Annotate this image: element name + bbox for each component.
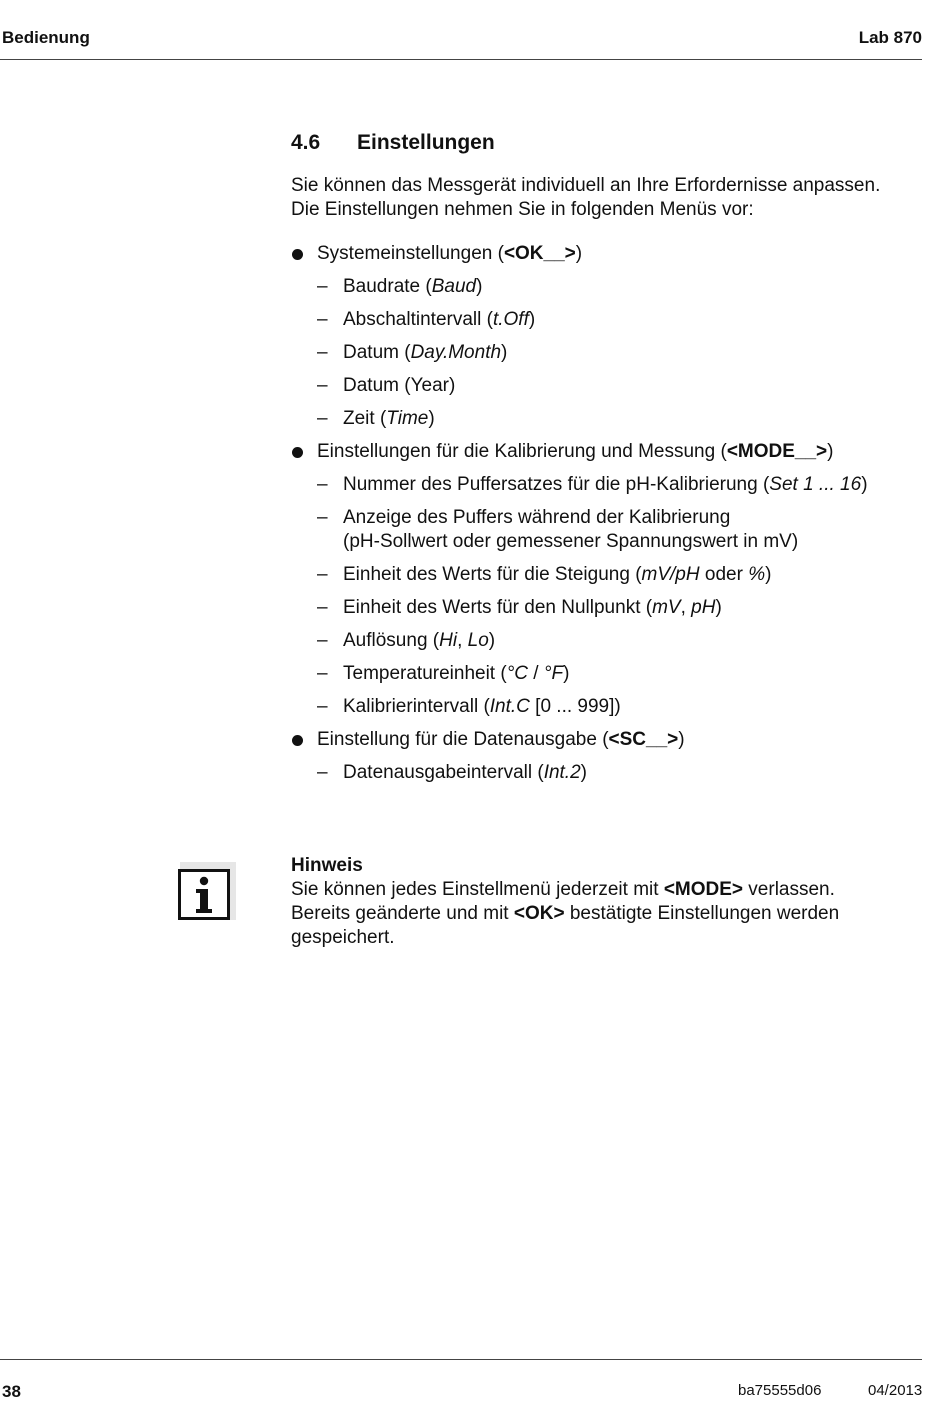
settings-item	[317, 563, 941, 587]
item-parameter: Int.2	[543, 762, 581, 783]
menu-key: <SC__>	[608, 729, 679, 750]
page-number: 38	[2, 1382, 21, 1401]
item-text: Kalibrierintervall (	[343, 696, 490, 717]
item-text: Einheit des Werts für die Steigung (	[343, 564, 642, 585]
item-parameter: %	[748, 564, 766, 585]
dash-marker: –	[317, 507, 328, 528]
settings-group	[291, 242, 941, 431]
item-parameter: °C	[506, 663, 529, 684]
item-text: Zeit (	[343, 408, 387, 429]
settings-item-text	[343, 563, 941, 587]
menu-key: <MODE__>	[726, 441, 828, 462]
info-icon	[178, 862, 236, 920]
settings-group-label	[317, 729, 685, 750]
item-text: )	[488, 630, 496, 651]
item-text: ,	[680, 597, 692, 618]
item-text: Datum (Year)	[343, 375, 456, 396]
group-label-text: Einstellungen für die Kalibrierung und Messung (	[317, 441, 727, 462]
menu-key: <OK__>	[503, 243, 576, 264]
item-parameter: Baud	[431, 276, 477, 297]
item-text: )	[563, 663, 570, 684]
settings-item	[317, 374, 941, 398]
item-text: )	[715, 597, 722, 618]
settings-item-text	[343, 341, 941, 365]
settings-group-label	[317, 243, 582, 264]
item-text: )	[861, 474, 868, 495]
dash-marker: –	[317, 630, 328, 651]
bullet-icon	[292, 249, 303, 260]
settings-group-label	[317, 441, 833, 462]
dash-marker: –	[317, 375, 328, 396]
item-text: )	[580, 762, 587, 783]
item-parameter: Lo	[467, 630, 489, 651]
dash-marker: –	[317, 309, 328, 330]
item-parameter: mV	[652, 597, 681, 618]
item-parameter: Int.C	[489, 696, 530, 717]
dash-marker: –	[317, 342, 328, 363]
settings-item-text	[343, 275, 941, 299]
document-date: 04/2013	[868, 1382, 923, 1399]
settings-item-text	[343, 473, 941, 497]
note-title: Hinweis	[291, 855, 363, 876]
dash-marker: –	[317, 696, 328, 717]
item-text: Baudrate (	[343, 276, 432, 297]
item-text: ,	[457, 630, 468, 651]
document-id: ba75555d06	[738, 1382, 822, 1399]
settings-item-text	[343, 506, 941, 530]
dash-marker: –	[317, 276, 328, 297]
intro-line: Die Einstellungen nehmen Sie in folgenden Menüs vor:	[291, 199, 754, 220]
item-text: Datum (	[343, 342, 411, 363]
note-text: Sie können jedes Einstellmenü jederzeit mit	[291, 879, 664, 900]
settings-item	[317, 407, 941, 431]
item-text: Einheit des Werts für den Nullpunkt (	[343, 597, 653, 618]
settings-item	[317, 275, 941, 299]
footer-rule	[0, 1359, 922, 1360]
group-label-text: Einstellung für die Datenausgabe (	[317, 729, 609, 750]
item-text: )	[765, 564, 772, 585]
dash-marker: –	[317, 597, 328, 618]
note-text: verlassen.	[743, 879, 835, 900]
group-label-text: )	[575, 243, 583, 264]
item-text: )	[476, 276, 483, 297]
settings-item	[317, 695, 941, 719]
group-label-text: )	[827, 441, 834, 462]
settings-sublist	[317, 473, 941, 719]
settings-menu-list	[291, 242, 941, 785]
item-parameter: Set 1 ... 16	[769, 474, 862, 495]
settings-item	[317, 308, 941, 332]
item-text: )	[528, 309, 536, 330]
item-text: Auflösung (	[343, 630, 440, 651]
item-text: Abschaltintervall (	[343, 309, 493, 330]
settings-item	[317, 341, 941, 365]
item-parameter: mV/pH	[641, 564, 700, 585]
item-text: Temperatureinheit (	[343, 663, 507, 684]
section-number: 4.6	[291, 131, 321, 154]
section-heading	[291, 131, 941, 155]
settings-sublist	[317, 761, 941, 785]
group-label-text: )	[678, 729, 685, 750]
dash-marker: –	[317, 564, 328, 585]
bullet-icon	[292, 735, 303, 746]
item-parameter: pH	[691, 597, 716, 618]
dash-marker: –	[317, 408, 328, 429]
section-title: Einstellungen	[357, 131, 495, 154]
item-parameter: t.Off	[492, 309, 529, 330]
settings-item	[317, 473, 941, 497]
item-parameter: °F	[543, 663, 564, 684]
dash-marker: –	[317, 762, 328, 783]
item-text: Nummer des Puffersatzes für die pH-Kalibrierung (	[343, 474, 770, 495]
note-text: Bereits geänderte und mit	[291, 903, 514, 924]
item-text: )	[428, 408, 435, 429]
note-line	[291, 902, 931, 926]
item-parameter: Time	[386, 408, 429, 429]
settings-group	[291, 728, 941, 785]
item-text: [0 ... 999])	[529, 696, 621, 717]
group-label-text: Systemeinstellungen (	[317, 243, 504, 264]
settings-sublist	[317, 275, 941, 431]
note-box	[291, 854, 931, 950]
settings-item-text	[343, 629, 941, 653]
dash-marker: –	[317, 474, 328, 495]
settings-item-text: (pH-Sollwert oder gemessener Spannungswert in mV)	[343, 531, 799, 552]
settings-item-text	[343, 761, 941, 785]
item-parameter: Day.Month	[410, 342, 502, 363]
note-key: <OK>	[513, 903, 565, 924]
item-text: /	[528, 663, 544, 684]
running-header-product: Lab 870	[858, 28, 922, 47]
settings-group	[291, 440, 941, 719]
running-header-section: Bedienung	[2, 28, 90, 47]
dash-marker: –	[317, 663, 328, 684]
settings-item	[317, 761, 941, 785]
settings-item	[317, 662, 941, 686]
settings-item	[317, 506, 941, 554]
intro-line: Sie können das Messgerät individuell an Ihre Erfordernisse anpassen.	[291, 175, 881, 196]
note-text: bestätigte Einstellungen werden	[564, 903, 840, 924]
item-parameter: Hi	[439, 630, 458, 651]
settings-item-text	[343, 407, 941, 431]
main-content	[291, 131, 941, 794]
item-text: oder	[699, 564, 749, 585]
item-text: Anzeige des Puffers während der Kalibrierung	[343, 507, 731, 528]
header-rule	[0, 59, 922, 60]
item-text: Datenausgabeintervall (	[343, 762, 544, 783]
settings-item-text	[343, 374, 941, 398]
settings-item	[317, 629, 941, 653]
note-key: <MODE>	[663, 879, 744, 900]
settings-item-text	[343, 308, 941, 332]
note-line: gespeichert.	[291, 927, 395, 948]
item-text: )	[501, 342, 508, 363]
settings-item-text	[343, 662, 941, 686]
bullet-icon	[292, 447, 303, 458]
note-line	[291, 878, 931, 902]
intro-paragraph	[291, 174, 941, 222]
settings-item-text	[343, 596, 941, 620]
settings-item	[317, 596, 941, 620]
settings-item-text	[343, 695, 941, 719]
